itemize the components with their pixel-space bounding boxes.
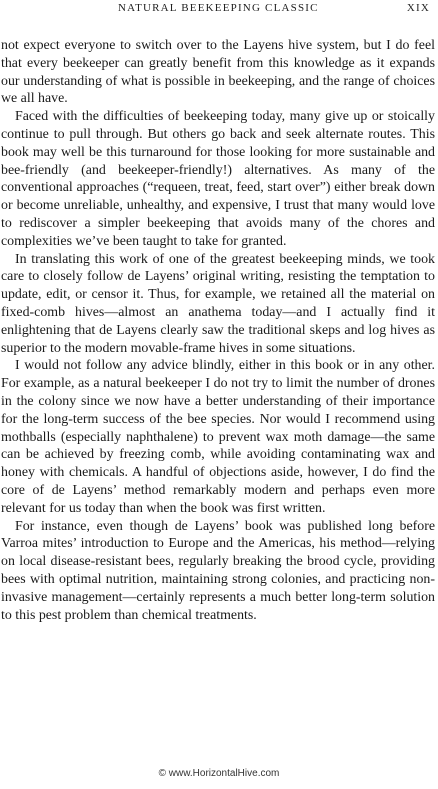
paragraph: Faced with the difficulties of beekeeping today, many give up or stoically continue to pull through. But others go back and seek alternate routes. This book may well be this turnaround for those looking for more sustainable and bee-friendly (and beekeeper-friendly!) alternatives. As many of the conventional approaches (“requeen, treat, feed, start over”) either break down or become unreliable, unhealthy, and expensive, I trust that many would love to rediscover a simpler beekeeping that avoids many of the chores and complexities we’ve been taught to take for granted.	[1, 109, 435, 249]
paragraph: For instance, even though de Layens’ book was published long before Varroa mites’ introduction to Europe and the Americas, his method—relying on local disease-resistant bees, regularly breaking the brood cycle, providing bees with optimal nutrition, maintaining strong colonies, and practicing non-invasive management—certainly represents a much better long-term solution to this pest problem than chemical treatments.	[1, 518, 435, 623]
paragraph: I would not follow any advice blindly, either in this book or in any other. For example, as a natural beekeeper I do not try to limit the number of drones in the colony since we now have a better understanding of their importance for the long-term success of the bee species. Nor would I recommend using mothballs (especially naphthalene) to prevent wax moth damage—the same can be achieved by freezing comb, while avoiding contaminating wax and honey with chemicals. A handful of objections aside, however, I do find the core of de Layens’ method remarkably modern and perhaps even more relevant for us today than when the book was first written.	[1, 358, 435, 516]
running-header	[0, 0, 438, 18]
body-text	[1, 37, 435, 624]
footer-copyright: © www.HorizontalHive.com	[158, 768, 280, 779]
paragraph: not expect everyone to switch over to the Layens hive system, but I do feel that every beekeeper can greatly benefit from this knowledge as it expands our understanding of what is possible in beekeeping, and the range of choices we all have.	[1, 38, 435, 107]
page-number: XIX	[406, 2, 430, 14]
paragraph: In translating this work of one of the greatest beekeeping minds, we took care to closely follow de Layens’ original writing, resisting the temptation to update, edit, or censor it. Thus, for example, we retained all the material on fixed-comb hives—almost an anathema today—and I actually find it enlightening that de Layens clearly saw the traditional skeps and log hives as superior to the modern movable-frame hives in some situations.	[1, 251, 435, 356]
running-title: NATURAL BEEKEEPING CLASSIC	[118, 2, 319, 14]
